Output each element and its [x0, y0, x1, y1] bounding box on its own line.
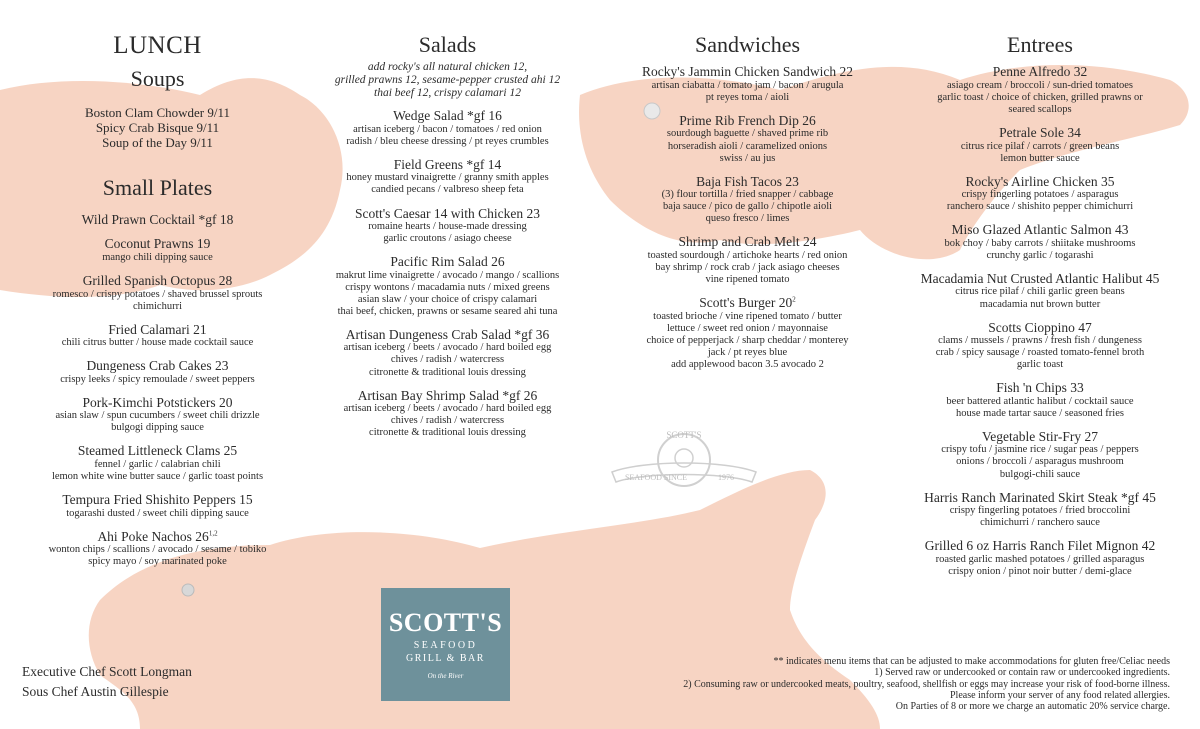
menu-item-name — [900, 320, 1180, 336]
menu-item — [900, 320, 1180, 372]
menu-item — [615, 113, 880, 165]
menu-item-name — [20, 322, 295, 338]
menu-item-name — [900, 538, 1180, 554]
menu-item-description: fennel / garlic / calabrian chili lemon white wine butter sauce / garlic toast points — [51, 458, 264, 483]
menu-item — [900, 125, 1180, 165]
menu-item — [615, 295, 880, 371]
menu-item-name-text: Steamed Littleneck Clams 25 — [77, 443, 238, 459]
menu-item-name — [20, 358, 295, 374]
menu-item-description: roasted garlic mashed potatoes / grilled asparagus crispy onion / pinot noir butter / demi-glace — [935, 553, 1145, 577]
small-plates-list — [20, 212, 295, 568]
menu-item-description: toasted brioche / vine ripened tomato / butter lettuce / sweet red onion / mayonnaise choice of pepperjack / sharp cheddar / monterey jack / pt reyes blue add applewood bacon 3.5 avocado 2 — [646, 310, 849, 370]
menu-item-name — [20, 492, 295, 508]
menu-item-name — [900, 429, 1180, 445]
salads-title: Salads — [418, 32, 477, 57]
menu-item-description: honey mustard vinaigrette / granny smith apples candied pecans / valbreso sheep feta — [346, 172, 549, 196]
footer-line: 1) Served raw or undercooked or contain raw or undercooked ingredients. — [874, 667, 1170, 679]
menu-item-description: mango chili dipping sauce — [102, 251, 213, 263]
menu-item-description: artisan iceberg / bacon / tomatoes / red onion radish / bleu cheese dressing / pt reyes crumbles — [346, 123, 549, 147]
menu-item — [315, 157, 580, 197]
menu-item-name-text: Pacific Rim Salad 26 — [390, 254, 505, 270]
menu-item-footnote-mark: 2 — [792, 295, 796, 304]
menu-item — [900, 222, 1180, 262]
menu-item — [20, 273, 295, 313]
menu-item — [900, 429, 1180, 481]
scotts-logo — [381, 588, 510, 701]
menu-item-name — [20, 273, 295, 289]
menu-item-description: artisan iceberg / beets / avocado / hard boiled egg chives / radish / watercress citronette & traditional louis dressing — [343, 403, 552, 439]
menu-item — [20, 529, 295, 569]
entrees-list — [900, 64, 1180, 578]
menu-item-description: crispy fingerling potatoes / asparagus ranchero sauce / shishito pepper chimichurri — [946, 189, 1134, 213]
menu-item — [900, 538, 1180, 578]
menu-item-name — [20, 443, 295, 459]
menu-item — [615, 234, 880, 286]
menu-item-name-text: Dungeness Crab Cakes 23 — [86, 358, 229, 374]
entrees-title: Entrees — [1007, 32, 1073, 57]
menu-item — [315, 388, 580, 440]
menu-item-name-text: Miso Glazed Atlantic Salmon 43 — [951, 222, 1129, 238]
menu-item-name — [20, 212, 295, 228]
menu-item — [315, 254, 580, 318]
menu-item-name-text: Harris Ranch Marinated Skirt Steak *gf 45 — [924, 489, 1156, 505]
menu-item-description: crispy tofu / jasmine rice / sugar peas / peppers onions / broccoli / asparagus mushroom bulgogi-chili sauce — [941, 444, 1139, 480]
logo-name: SCOTT'S — [388, 608, 503, 637]
menu-item-name — [615, 64, 880, 80]
menu-item-name — [20, 236, 295, 252]
menu-item-name — [20, 395, 295, 411]
menu-item-name-text: Tempura Fried Shishito Peppers 15 — [62, 492, 253, 508]
menu-item-name-text: Macadamia Nut Crusted Atlantic Halibut 45 — [920, 270, 1160, 286]
menu-item-description: beer battered atlantic halibut / cocktail sauce house made tartar sauce / seasoned fries — [946, 395, 1134, 419]
menu-item-name-text: Rocky's Airline Chicken 35 — [965, 173, 1115, 189]
menu-item — [20, 358, 295, 386]
menu-item-name-text: Shrimp and Crab Melt 24 — [678, 234, 817, 250]
menu-item-name-text: Wild Prawn Cocktail *gf 18 — [81, 211, 234, 227]
menu-item-name-text: Artisan Bay Shrimp Salad *gf 26 — [357, 387, 538, 403]
menu-item-description: crispy fingerling potatoes / fried broccolini chimichurri / ranchero sauce — [949, 505, 1131, 529]
menu-item-name — [315, 327, 580, 343]
menu-item-description: romesco / crispy potatoes / shaved brussel sprouts chimichurri — [52, 288, 263, 312]
menu-item-description: bok choy / baby carrots / shiitake mushrooms crunchy garlic / togarashi — [944, 237, 1136, 261]
menu-item — [20, 236, 295, 264]
menu-item-name-text: Wedge Salad *gf 16 — [393, 108, 502, 124]
menu-item-description: asian slaw / spun cucumbers / sweet chili drizzle bulgogi dipping sauce — [55, 410, 260, 434]
menu-item — [315, 206, 580, 246]
executive-chef: Executive Chef Scott Longman — [22, 664, 192, 679]
menu-item-name-text: Grilled 6 oz Harris Ranch Filet Mignon 42 — [924, 538, 1156, 554]
menu-item-name-text: Scott's Burger 20 — [699, 295, 793, 311]
sandwiches-column — [615, 32, 880, 371]
menu-item — [20, 443, 295, 483]
menu-item-footnote-mark: 1,2 — [208, 529, 218, 538]
menu-item-name — [900, 271, 1180, 287]
left-column — [20, 32, 295, 568]
entrees-column — [900, 32, 1180, 578]
menu-item — [900, 174, 1180, 214]
logo-tagline: On the River — [427, 672, 464, 680]
menu-item — [20, 212, 295, 228]
menu-item-name — [315, 206, 580, 222]
menu-item-name — [615, 295, 880, 311]
menu-item-name-text: Fried Calamari 21 — [108, 321, 207, 337]
menu-item-name-text: Artisan Dungeness Crab Salad *gf 36 — [345, 326, 550, 342]
seal-bottom-text: SEAFOOD SINCE — [624, 473, 688, 482]
menu-item-name — [315, 157, 580, 173]
menu-item-name — [900, 380, 1180, 396]
soups-list — [20, 106, 295, 151]
menu-item-name — [615, 174, 880, 190]
menu-item-description: citrus rice pilaf / carrots / green beans lemon butter sauce — [960, 140, 1120, 164]
menu-item-name — [900, 64, 1180, 80]
menu-item-name — [900, 125, 1180, 141]
menu-item-name-text: Grilled Spanish Octopus 28 — [82, 273, 233, 288]
fish-eye-dot — [182, 584, 194, 596]
menu-item — [900, 380, 1180, 420]
menu-item-name-text: Rocky's Jammin Chicken Sandwich 22 — [642, 64, 853, 80]
sandwiches-title: Sandwiches — [694, 32, 801, 57]
menu-item-name-text: Petrale Sole 34 — [999, 125, 1081, 140]
menu-item-name-text: Prime Rib French Dip 26 — [679, 112, 816, 128]
menu-item-name — [900, 174, 1180, 190]
salads-addon-note: add rocky's all natural chicken 12, grilled prawns 12, sesame-pepper crusted ahi 12 thai beef 12, crispy calamari 12 — [334, 61, 561, 99]
menu-item-description: (3) flour tortilla / fried snapper / cabbage baja sauce / pico de gallo / chipotle aioli queso fresco / limes — [661, 189, 834, 225]
menu-item-name — [315, 388, 580, 404]
menu-item-description: romaine hearts / house-made dressing garlic croutons / asiago cheese — [368, 221, 527, 245]
menu-item-description: citrus rice pilaf / chili garlic green beans macadamia nut brown butter — [955, 286, 1125, 310]
menu-item-name — [900, 490, 1180, 506]
menu-item-description: togarashi dusted / sweet chili dipping sauce — [66, 507, 249, 519]
menu-item-name-text: Vegetable Stir-Fry 27 — [982, 428, 1098, 444]
menu-item-name-text: Ahi Poke Nachos 26 — [97, 528, 209, 544]
menu-item-name-text: Scotts Cioppino 47 — [988, 319, 1092, 335]
menu-item — [900, 64, 1180, 116]
scotts-seafood-seal-icon — [604, 420, 764, 500]
menu-item — [900, 271, 1180, 311]
menu-item-description: artisan ciabatta / tomato jam / bacon / arugula pt reyes toma / aioli — [651, 79, 844, 103]
menu-item-name — [900, 222, 1180, 238]
sandwiches-list — [615, 64, 880, 371]
footer-line: Please inform your server of any food related allergies. — [949, 689, 1170, 701]
footer-notes — [650, 656, 1170, 712]
menu-item-name-text: Pork-Kimchi Potstickers 20 — [82, 394, 233, 410]
menu-item — [20, 322, 295, 350]
footer-line: On Parties of 8 or more we charge an automatic 20% service charge. — [895, 701, 1170, 713]
menu-item-name — [20, 529, 295, 545]
seal-top-text: SCOTT'S — [666, 430, 702, 440]
menu-item — [315, 108, 580, 148]
menu-item-name — [615, 234, 880, 250]
soup-item: Soup of the Day 9/11 — [102, 134, 213, 150]
salads-list — [315, 108, 580, 439]
menu-item-name-text: Scott's Caesar 14 with Chicken 23 — [354, 205, 541, 221]
menu-item — [615, 64, 880, 104]
soups-title: Soups — [130, 65, 185, 91]
menu-item-name-text: Penne Alfredo 32 — [992, 64, 1088, 80]
menu-item-description: crispy leeks / spicy remoulade / sweet peppers — [60, 373, 255, 385]
menu-item-name-text: Coconut Prawns 19 — [104, 236, 211, 252]
menu-item-description: asiago cream / broccoli / sun-dried tomatoes garlic toast / choice of chicken, grilled prawns or seared scallops — [937, 79, 1143, 115]
menu-item — [315, 327, 580, 379]
menu-item-description: artisan iceberg / beets / avocado / hard boiled egg chives / radish / watercress citronette & traditional louis dressing — [343, 342, 552, 378]
menu-item-name-text: Fish 'n Chips 33 — [996, 380, 1084, 396]
chef-credits — [22, 662, 192, 701]
sous-chef: Sous Chef Austin Gillespie — [22, 683, 169, 699]
footer-line: ** indicates menu items that can be adjusted to make accommodations for gluten free/Celiac needs — [773, 656, 1170, 667]
menu-item-name — [315, 108, 580, 124]
menu-item — [20, 492, 295, 520]
menu-item-description: makrut lime vinaigrette / avocado / mango / scallions crispy wontons / macadamia nuts / mixed greens asian slaw / your choice of crispy calamari thai beef, chicken, prawns or sesame seared ahi tuna — [335, 269, 560, 317]
menu-item-description: wonton chips / scallions / avocado / sesame / tobiko spicy mayo / soy marinated poke — [48, 544, 267, 568]
menu-item — [900, 490, 1180, 530]
small-plates-title: Small Plates — [102, 174, 213, 200]
menu-item — [615, 174, 880, 226]
soup-item: Spicy Crab Bisque 9/11 — [95, 119, 220, 135]
menu-item-name — [615, 113, 880, 129]
salads-column — [315, 32, 580, 439]
menu-item-description: clams / mussels / prawns / fresh fish / dungeness crab / spicy sausage / roasted tomato-fennel broth garlic toast — [935, 335, 1145, 371]
logo-seafood: SEAFOOD — [413, 640, 478, 651]
seal-year-text: 1976 — [718, 473, 734, 482]
footer-line: 2) Consuming raw or undercooked meats, poultry, seafood, shellfish or eggs may increase your risk of food-borne illness. — [683, 678, 1170, 690]
menu-item-description: sourdough baguette / shaved prime rib horseradish aioli / caramelized onions swiss / au jus — [666, 128, 829, 164]
menu-item-description: chili citrus butter / house made cocktail sauce — [61, 337, 254, 349]
menu-item-name — [315, 254, 580, 270]
menu-item-name-text: Field Greens *gf 14 — [393, 156, 502, 172]
soup-item: Boston Clam Chowder 9/11 — [84, 104, 231, 120]
menu-item-name-text: Baja Fish Tacos 23 — [696, 173, 799, 189]
logo-grill-bar: GRILL & BAR — [406, 653, 485, 664]
menu-item — [20, 395, 295, 435]
lunch-title: LUNCH — [113, 32, 202, 59]
menu-item-description: toasted sourdough / artichoke hearts / red onion bay shrimp / rock crab / jack asiago cheeses vine ripened tomato — [647, 249, 848, 285]
